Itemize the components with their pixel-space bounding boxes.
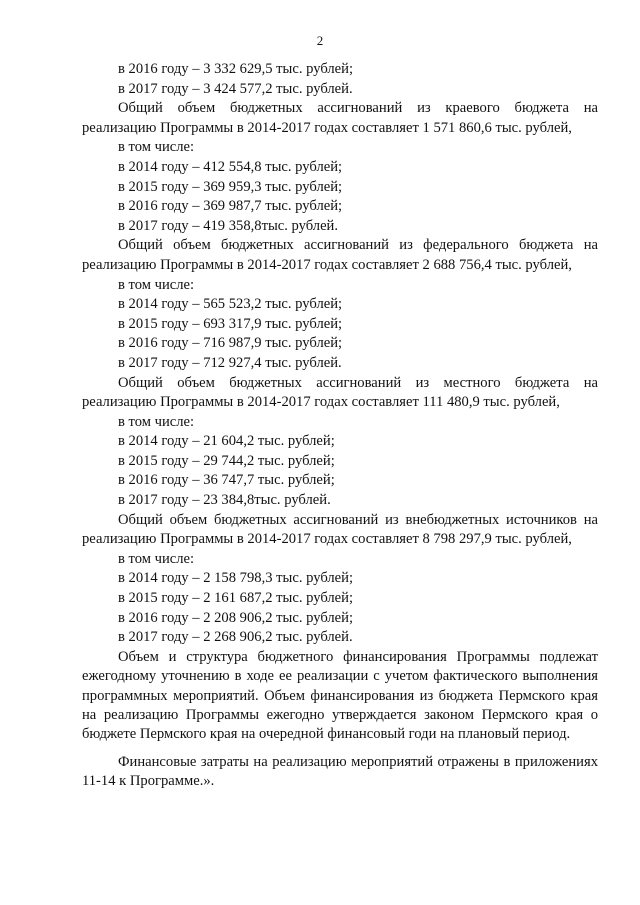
in-total-line: в том числе: [118,276,195,293]
in-total-line: в том числе: [118,550,195,567]
year-amount-line: в 2017 году – 2 268 906,2 тыс. рублей. [118,629,353,646]
funding-structure-paragraph: Объем и структура бюджетного финансирования Программы подлежат ежегодному уточнению в ходе ее реализации с учетом фактического выполнения программных мероприятий. Объем финансирования из бюджета Пермского края на реализацию Программы ежегодно утверждается законом Пермского края о бюджете Пермского края на очередной финансовый годи на плановый период. [82,648,598,743]
year-amount-line: в 2017 году – 712 927,4 тыс. рублей. [118,354,342,371]
year-amount-line: в 2015 году – 29 744,2 тыс. рублей; [118,452,335,469]
local-budget-paragraph: Общий объем бюджетных ассигнований из местного бюджета на реализацию Программы в 2014-2017 годах составляет 111 480,9 тыс. рублей, [82,374,598,411]
year-amount-line: в 2016 году – 36 747,7 тыс. рублей; [118,472,335,489]
year-amount-line: в 2014 году – 412 554,8 тыс. рублей; [118,158,343,175]
intro-line: в 2017 году – 3 424 577,2 тыс. рублей. [118,80,353,97]
year-amount-line: в 2017 году – 23 384,8тыс. рублей. [118,492,331,509]
year-amount-line: в 2015 году – 2 161 687,2 тыс. рублей; [118,590,354,607]
page-number: 2 [316,33,324,48]
federal-budget-paragraph: Общий объем бюджетных ассигнований из федерального бюджета на реализацию Программы в 2014-2017 годах составляет 2 688 756,4 тыс. рублей, [82,237,598,273]
year-amount-line: в 2014 году – 565 523,2 тыс. рублей; [118,296,343,313]
financial-costs-paragraph: Финансовые затраты на реализацию мероприятий отражены в приложениях 11-14 к Программе.». [82,753,598,790]
year-amount-line: в 2014 году – 21 604,2 тыс. рублей; [118,433,335,450]
year-amount-line: в 2017 году – 419 358,8тыс. рублей. [118,217,339,234]
year-amount-line: в 2016 году – 716 987,9 тыс. рублей; [118,335,343,352]
in-total-line: в том числе: [118,413,195,430]
document-body [82,60,598,792]
intro-line: в 2016 году – 3 332 629,5 тыс. рублей; [118,61,354,77]
extrabudgetary-paragraph: Общий объем бюджетных ассигнований из внебюджетных источников на реализацию Программы в 2014-2017 годах составляет 8 798 297,9 тыс. рублей, [82,511,598,548]
year-amount-line: в 2015 году – 693 317,9 тыс. рублей; [118,315,343,332]
in-total-line: в том числе: [118,139,195,156]
year-amount-line: в 2016 году – 369 987,7 тыс. рублей; [118,198,343,215]
year-amount-line: в 2014 году – 2 158 798,3 тыс. рублей; [118,570,354,587]
year-amount-line: в 2016 году – 2 208 906,2 тыс. рублей; [118,609,354,626]
regional-budget-paragraph: Общий объем бюджетных ассигнований из краевого бюджета на реализацию Программы в 2014-2017 годах составляет 1 571 860,6 тыс. рублей, [82,100,598,136]
year-amount-line: в 2015 году – 369 959,3 тыс. рублей; [118,178,343,195]
